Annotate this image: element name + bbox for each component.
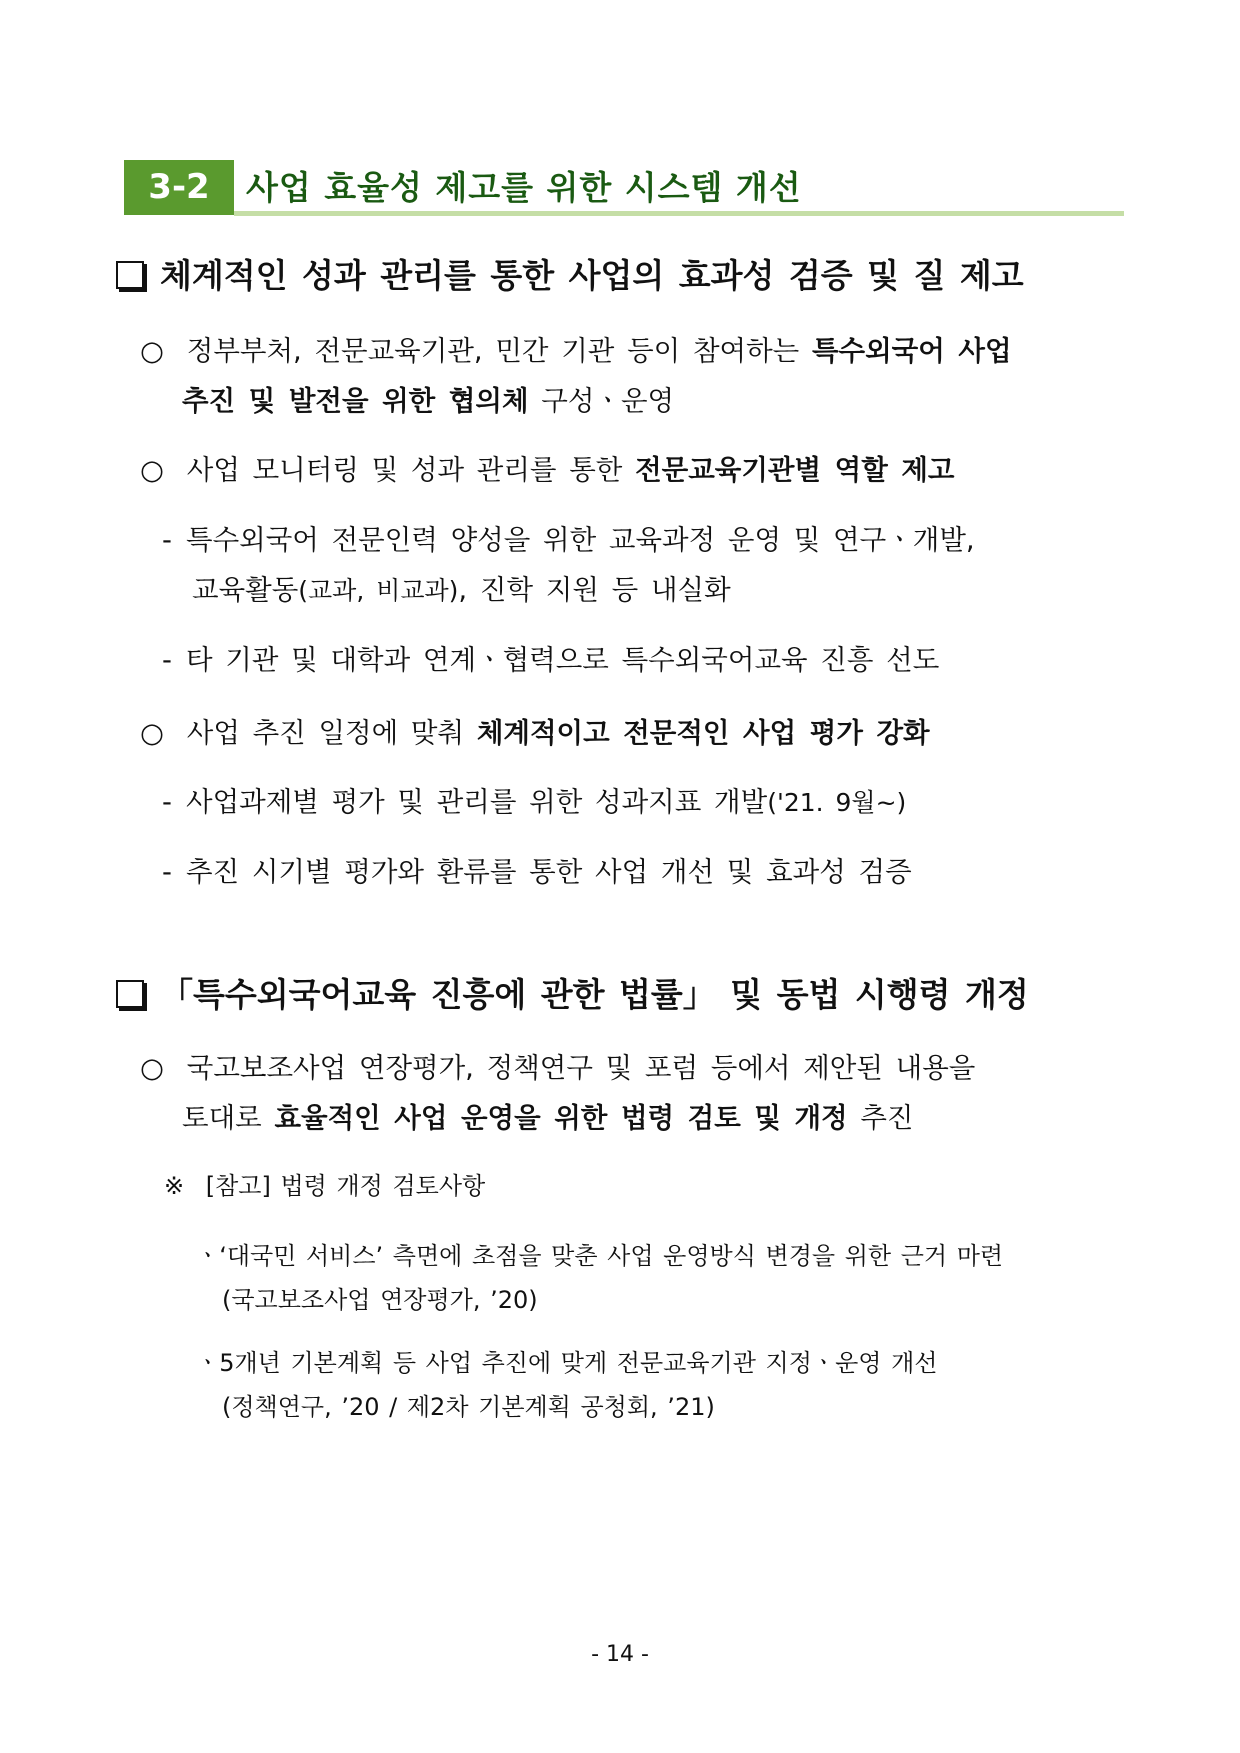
block1-heading-row [116,251,1024,301]
block1-item3 [140,708,930,758]
reference-point-2-line1 [196,1341,937,1385]
section-number-badge: 3-2 [124,160,234,215]
block1-item3-sub1-text: 사업과제별 평가 및 관리를 위한 성과지표 개발 [186,786,768,818]
block2-heading-row [116,970,1029,1020]
block1-item2-sub1-line2-c: , 진학 지원 등 내실화 [458,574,731,606]
block1-item1-line2-plain: 구성ㆍ운영 [528,385,675,417]
block1-item3-sub1-suffix: ('21. 9월~) [767,788,907,817]
block1-item2-plain: 사업 모니터링 및 성과 관리를 통한 [186,454,636,486]
circle-bullet: ○ [140,717,164,749]
section-title: 사업 효율성 제고를 위한 시스템 개선 [246,168,802,207]
page-number: - 14 - [591,1642,649,1667]
section-underline [234,211,1124,216]
dash-bullet: - [162,524,172,556]
block2-item1-line2-a: 토대로 [182,1102,275,1134]
block1-item1-plain: 정부부처, 전문교육기관, 민간 기관 등이 참여하는 [186,335,812,367]
block1-item2-bold: 전문교육기관별 역할 제고 [635,454,955,486]
block1-item2-sub2 [162,635,939,685]
dash-bullet: - [162,856,172,888]
checkbox-square-icon [116,261,144,289]
block1-item2-sub2-text: 타 기관 및 대학과 연계ㆍ협력으로 특수외국어교육 진흥 선도 [186,644,940,676]
block1-item1-line2 [182,376,674,426]
dash-bullet: - [162,786,172,818]
block2-item1-line2-b: 추진 [847,1102,914,1134]
checkbox-square-icon [116,980,144,1008]
block1-item2 [140,445,954,495]
block1-item1-bold: 특수외국어 사업 [811,335,1012,367]
block1-item2-sub1-line2 [192,565,731,616]
circle-bullet: ○ [140,335,164,367]
block1-item3-sub1 [162,777,906,828]
block1-item2-sub1-line2-a: 교육활동 [192,574,299,606]
dot-bullet: ㆍ [196,1242,220,1270]
block1-item1-line1 [140,326,1012,376]
block2-item1-line2-bold: 효율적인 사업 운영을 위한 법령 검토 및 개정 [274,1102,848,1134]
reference-point-1-text: ‘대국민 서비스’ 측면에 초점을 맞춘 사업 운영방식 변경을 위한 근거 마련 [219,1242,1004,1270]
block1-heading: 체계적인 성과 관리를 통한 사업의 효과성 검증 및 질 제고 [160,256,1024,295]
dot-bullet: ㆍ [196,1349,220,1377]
block2-item1-line1 [140,1043,975,1093]
block1-item1-line2-bold: 추진 및 발전을 위한 협의체 [182,385,529,417]
block1-item2-sub1-line2-b: (교과, 비교과) [298,576,459,605]
block2-item1-line2 [182,1093,914,1143]
block2-heading: 「특수외국어교육 진흥에 관한 법률」 및 동법 시행령 개정 [160,975,1029,1014]
reference-point-2-line2: (정책연구, ’20 / 제2차 기본계획 공청회, ’21) [222,1393,715,1421]
block2-item1-text: 국고보조사업 연장평가, 정책연구 및 포럼 등에서 제안된 내용을 [186,1052,976,1084]
block1-item2-sub1-text: 특수외국어 전문인력 양성을 위한 교육과정 운영 및 연구ㆍ개발, [186,524,975,556]
block1-item3-sub2 [162,847,912,897]
circle-bullet: ○ [140,1052,164,1084]
reference-note-title [164,1164,485,1208]
reference-note-title-text: [참고] 법령 개정 검토사항 [205,1172,486,1200]
block1-item2-sub1-line1 [162,515,975,565]
block1-item3-sub2-text: 추진 시기별 평가와 환류를 통한 사업 개선 및 효과성 검증 [186,856,912,888]
block1-item3-plain: 사업 추진 일정에 맞춰 [186,717,477,749]
reference-point-2-text: 5개년 기본계획 등 사업 추진에 맞게 전문교육기관 지정ㆍ운영 개선 [219,1349,938,1377]
reference-point-1-line2: (국고보조사업 연장평가, ’20) [222,1286,538,1314]
block1-item3-bold: 체계적이고 전문적인 사업 평가 강화 [476,717,930,749]
circle-bullet: ○ [140,454,164,486]
dash-bullet: - [162,644,172,676]
reference-point-1-line1 [196,1234,1003,1278]
reference-mark-icon: ※ [164,1172,185,1200]
